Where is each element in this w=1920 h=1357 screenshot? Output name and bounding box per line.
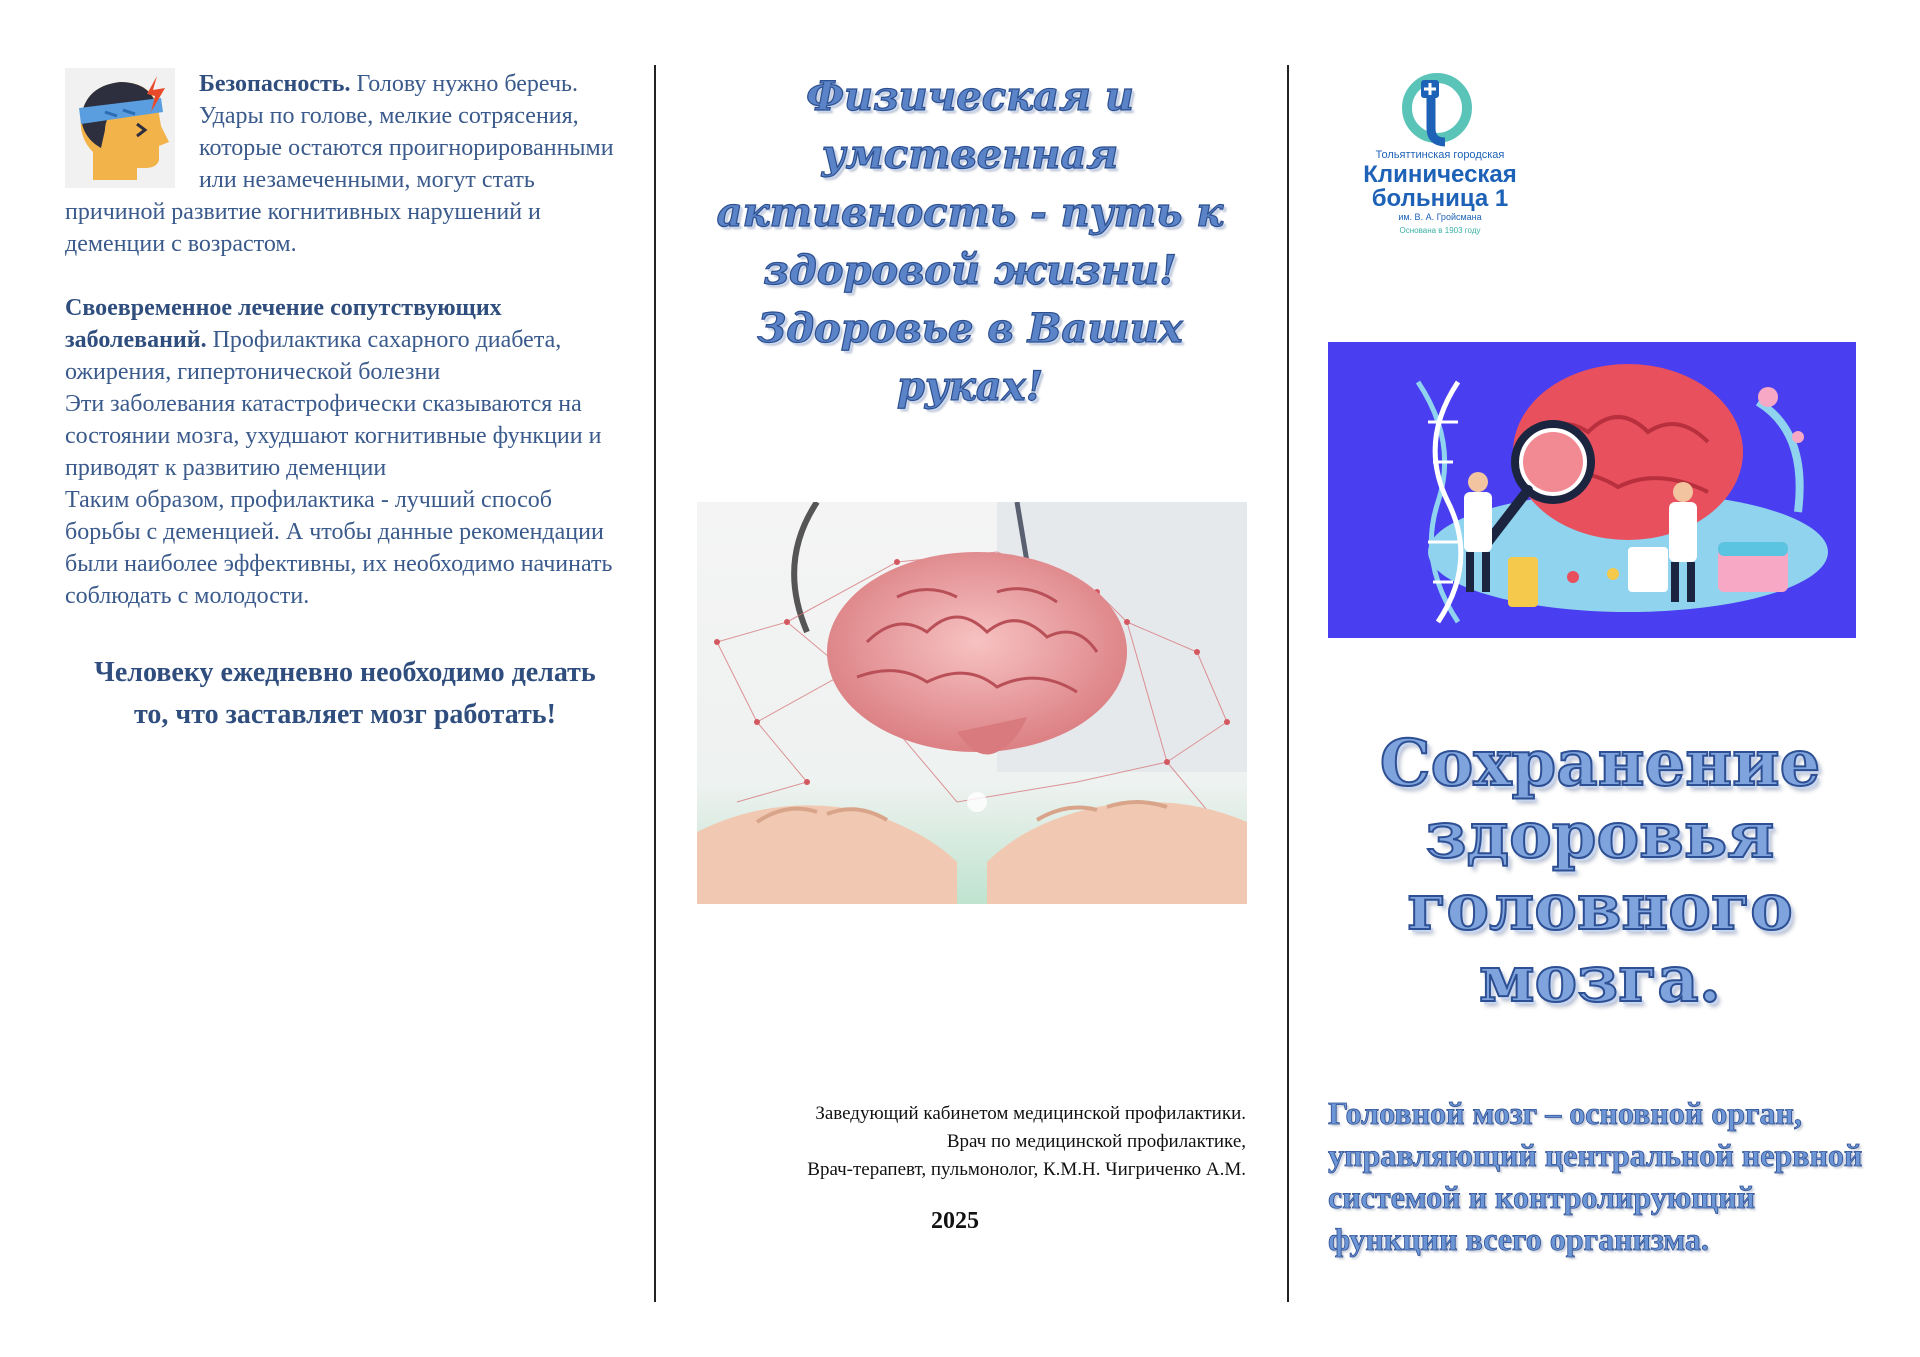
main-title-line: головного [1407,870,1793,945]
diseases-paragraph: Эти заболевания катастрофически сказываются на состоянии мозга, ухудшают когнитивные функции и приводят к развитию деменции [65,391,602,481]
safety-text: Голову нужно беречь. Удары по голове, мелкие сотрясения, которые остаются проигнорированными или незамеченными, могут стать причиной развитие когнитивных нарушений и деменции с возрастом. [65,71,614,257]
main-title-line: здоровья [1425,798,1775,873]
middle-title-line: активность - путь к [716,189,1224,236]
middle-title-line: Здоровье в Ваших [757,305,1183,352]
treatment-text: Профилактика сахарного диабета, ожирения, гипертонической болезни [65,327,562,385]
conclusion-paragraph: Таким образом, профилактика - лучший способ борьбы с деменцией. А чтобы данные рекомендации были наиболее эффективны, их необходимо начинать соблюдать с молодости. [65,487,613,609]
author-credits [680,1100,1246,1184]
main-title-line: Сохранение [1379,726,1821,801]
main-title [1330,728,1870,1016]
motto-text: Человеку ежедневно необходимо делать то, что заставляет мозг работать! [94,657,596,730]
brain-in-hands-image [697,502,1247,904]
middle-title-line: умственная [821,131,1119,178]
credit-line: Врач-терапевт, пульмонолог, К.М.Н. Чигриченко А.М. [807,1159,1246,1180]
brain-research-illustration [1328,342,1856,638]
middle-title [690,68,1250,416]
brain-definition-text: Головной мозг – основной орган, управляющий центральной нервной системой и контролирующий функции всего организма. [1328,1095,1863,1257]
safety-heading: Безопасность. [199,71,351,97]
column-divider-right [1287,65,1289,1302]
credit-line: Заведующий кабинетом медицинской профилактики. [815,1103,1246,1124]
credit-line: Врач по медицинской профилактике, [946,1131,1246,1152]
middle-title-line: руках! [896,363,1044,410]
logo-line4: им. В. А. Гройсмана [1398,212,1482,222]
hospital-logo [1335,72,1545,242]
treatment-paragraph [65,292,625,388]
head-injury-icon [65,68,175,188]
logo-line2: Клиническая [1363,161,1517,188]
column-divider-left [654,65,656,1302]
logo-line1: Тольяттинская городская [1375,149,1505,161]
treatment-heading: Своевременное лечение сопутствующих заболеваний. [65,295,502,353]
left-panel [65,68,625,736]
middle-title-line: Физическая и [806,73,1134,120]
middle-title-line: здоровой жизни! [763,247,1177,294]
year-label: 2025 [931,1208,979,1234]
logo-line3: больница 1 [1371,185,1509,212]
logo-line5: Основана в 1903 году [1399,226,1481,235]
main-title-line: мозга. [1478,942,1722,1017]
